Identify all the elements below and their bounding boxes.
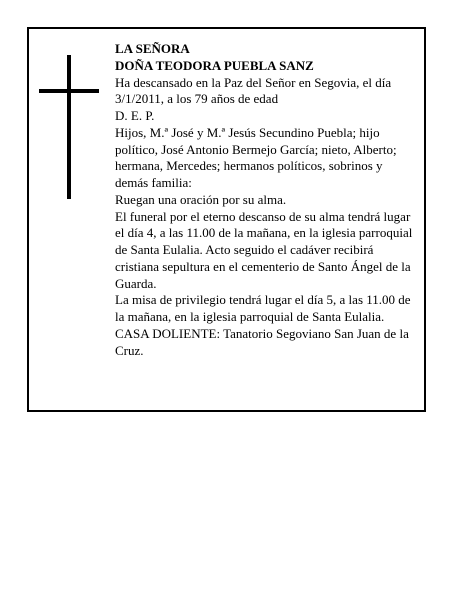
rip-line: D. E. P.: [115, 108, 155, 123]
cross-icon: [39, 55, 99, 199]
deceased-name: DOÑA TEODORA PUEBLA SANZ: [115, 57, 314, 73]
mourning-house: CASA DOLIENTE: Tanatorio Segoviano San Juan de la Cruz.: [115, 325, 409, 358]
privilege-mass-details: La misa de privilegio tendrá lugar el día 5, a las 11.00 de la mañana, en la iglesia parroquial de Santa Eulalia.: [115, 292, 411, 324]
cross-vertical-bar: [67, 55, 71, 199]
family-members: Hijos, M.ª José y M.ª Jesús Secundino Puebla; hijo político, José Antonio Bermejo García; nieto, Alberto; hermana, Mercedes; hermanos políticos, sobrinos y demás familia:: [115, 124, 397, 190]
prayer-request: Ruegan una oración por su alma.: [115, 191, 287, 207]
cross-horizontal-bar: [39, 89, 99, 93]
notice-text-block: [115, 41, 415, 359]
death-announcement: Ha descansado en la Paz del Señor en Segovia, el día 3/1/2011, a los 79 años de edad: [115, 74, 392, 107]
notice-title: LA SEÑORA: [115, 41, 190, 56]
obituary-notice: [27, 27, 426, 412]
funeral-details: El funeral por el eterno descanso de su alma tendrá lugar el día 4, a las 11.00 de la mañana, en la iglesia parroquial de Santa Eulalia. Acto seguido el cadáver recibirá cristiana sepultura en el cementerio de Santo Ángel de la Guarda.: [115, 208, 413, 291]
